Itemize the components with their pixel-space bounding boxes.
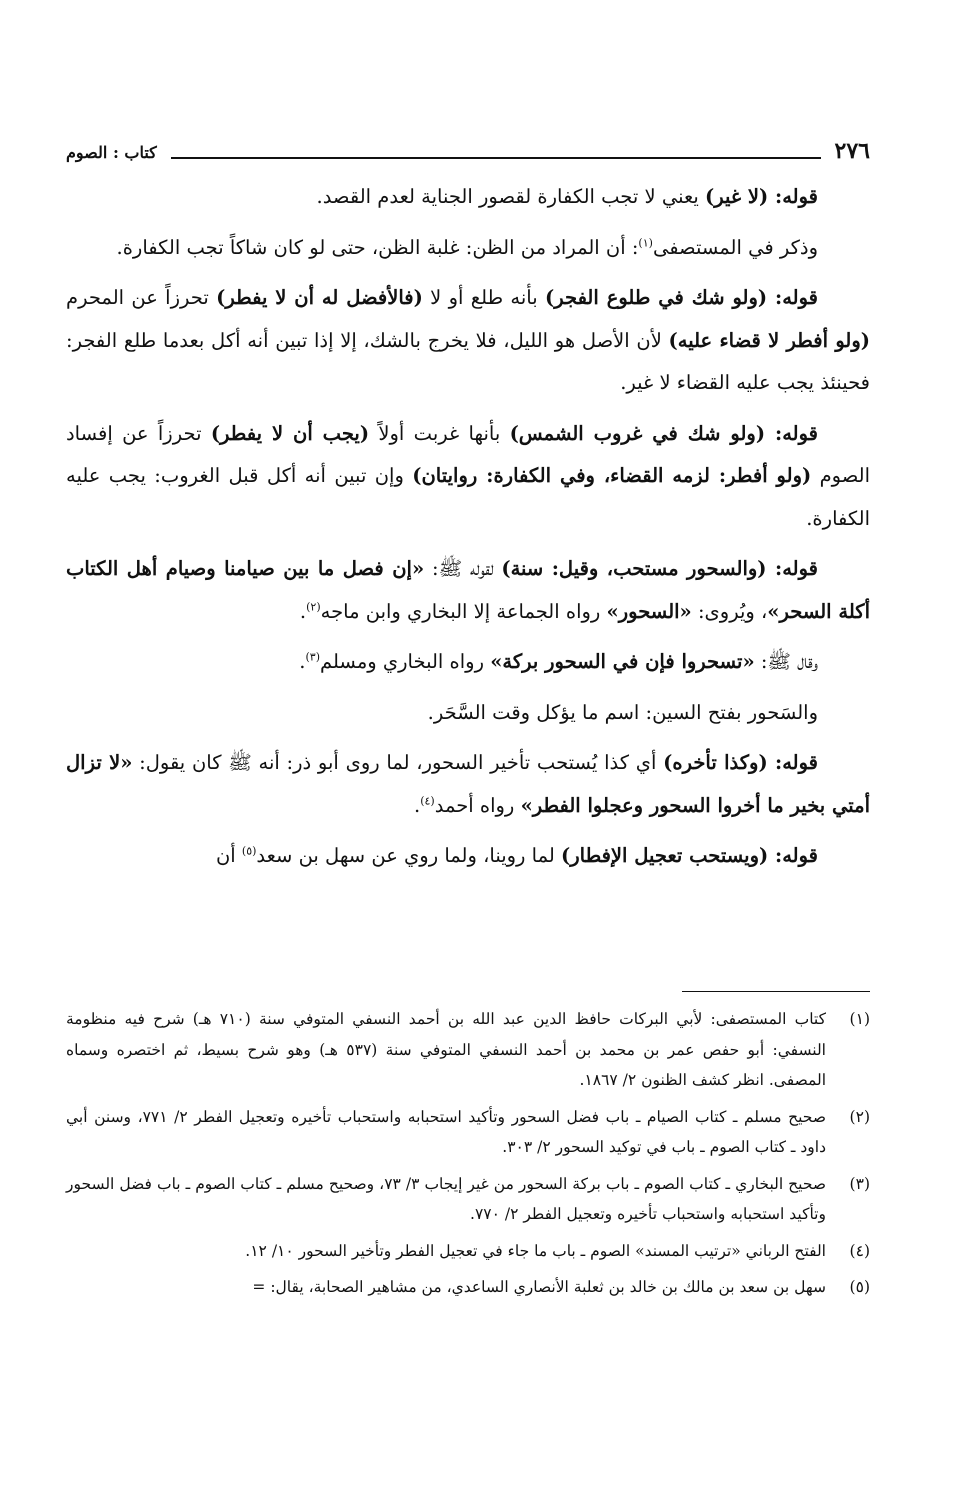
bold-text: (ولو أفطر: لزمه القضاء، وفي الكفارة: روايتان) xyxy=(412,464,812,487)
bold-text: (لا غير) xyxy=(705,185,769,208)
text-run: رواه أحمد xyxy=(434,793,521,817)
paragraph xyxy=(66,641,870,684)
text-run: . xyxy=(299,599,307,623)
bold-text: قوله: xyxy=(768,844,818,867)
bold-text: «تسحروا فإن في السحور بركة» xyxy=(490,650,755,673)
bold-text: قوله: xyxy=(768,185,818,208)
text-run: بأنه طلع أو لا xyxy=(422,286,545,309)
paragraph xyxy=(66,548,870,633)
paragraph xyxy=(66,413,870,541)
footnote-text: الفتح الرباني «ترتيب المسند» الصوم ـ باب ما جاء في تعجيل الفطر وتأخير السحور ١٠/ ١٢. xyxy=(245,1241,826,1260)
paragraph xyxy=(66,835,870,878)
paragraph xyxy=(66,277,870,405)
text-run: وقال ﷺ: xyxy=(754,650,818,673)
footnote xyxy=(66,1236,870,1267)
text-run: ، ويُروى: xyxy=(691,599,768,623)
footnote-text: كتاب المستصفى: لأبي البركات حافظ الدين عبد الله بن أحمد النسفي المتوفي سنة (٧١٠ هـ) شرح فيه منظومة النسفي: أبو حفص عمر بن محمد بن أحمد النسفي المتوفي سنة (٥٣٧ هـ) وهو شرح بسيط، ثم اختصره وسماه المصفى. انظر كشف الظنون ٢/ ١٨٦٧. xyxy=(66,1010,826,1089)
bold-text: (والسحور مستحب، وقيل: سنة) xyxy=(501,557,767,580)
footnote xyxy=(66,1004,870,1096)
text-run: لأن الأصل هو الليل، فلا يخرج بالشك، إلا إذا تبين أنه أكل بعدما طلع الفجر: فحينئذ يجب عليه القضاء لا غير. xyxy=(66,328,870,394)
paragraph xyxy=(66,742,870,827)
text-run: رواه الجماعة إلا البخاري وابن ماجه xyxy=(320,599,607,623)
footnote-reference: (٤) xyxy=(420,794,435,807)
footnote xyxy=(66,1169,870,1230)
bold-text: (ولو أفطر لا قضاء عليه) xyxy=(668,328,870,352)
text-run: رواه البخاري ومسلم xyxy=(319,650,491,673)
bold-text: «إن فصل ما بين صيامنا وصيام أهل الكتاب أكلة السحر» xyxy=(66,557,870,623)
running-title: كتاب : الصوم xyxy=(66,143,157,162)
footnote-separator xyxy=(682,991,870,992)
bold-text: (ويستحب تعجيل الإفطار) xyxy=(561,844,769,867)
text-run: لما روينا، ولما روي عن سهل بن سعد xyxy=(256,844,562,867)
text-run: تحرزاً عن المحرم xyxy=(66,286,217,309)
text-run: وإن تبين أنه أكل قبل الغروب: يجب عليه الكفارة. xyxy=(66,464,870,530)
bold-text: (فالأفضل له أن لا يفطر) xyxy=(216,286,423,309)
bold-text: (ولو شك في طلوع الفجر) xyxy=(545,286,768,309)
footnote-number: (٣) xyxy=(849,1174,870,1193)
footnote-reference: (٣) xyxy=(305,650,320,664)
footnote xyxy=(66,1102,870,1163)
footnote-number: (١) xyxy=(849,1010,870,1028)
bold-text: قوله: xyxy=(766,557,818,580)
footnote-number: (٢) xyxy=(849,1107,870,1126)
footnote-text: سهل بن سعد بن مالك بن خالد بن ثعلبة الأنصاري الساعدي، من مشاهير الصحابة، يقال: = xyxy=(252,1278,826,1296)
text-run: تحرزاً عن إفساد الصوم xyxy=(66,421,870,487)
paragraph xyxy=(66,692,870,735)
bold-text: (وكذا تأخره) xyxy=(663,751,768,774)
bold-text: قوله: xyxy=(765,421,818,445)
bold-text: (ولو شك في غروب الشمس) xyxy=(509,421,766,445)
footnote xyxy=(66,1272,870,1303)
text-run: : أن المراد من الظن: غلبة الظن، حتى لو كان شاكاً تجب الكفارة. xyxy=(116,235,639,259)
header-rule xyxy=(171,157,821,159)
paragraph xyxy=(66,227,870,270)
text-run: والسَحور بفتح السين: اسم ما يؤكل وقت السَّحَر. xyxy=(427,700,818,724)
text-run: بأنها غربت أولاً xyxy=(369,421,510,445)
text-run: . xyxy=(413,793,421,817)
text-run: يعني لا تجب الكفارة لقصور الجناية لعدم القصد. xyxy=(316,185,705,208)
text-run: . xyxy=(299,650,306,673)
bold-text: «لا تزال أمتي بخير ما أخروا السحور وعجلوا الفطر» xyxy=(66,751,870,817)
text-run: لقوله ﷺ: xyxy=(424,557,502,580)
text-run: وذكر في المستصفى xyxy=(652,235,818,259)
text-run: أي كذا يُستحب تأخير السحور، لما روى أبو ذر: أنه ﷺ كان يقول: xyxy=(132,751,664,774)
footnote-number: (٥) xyxy=(849,1278,870,1296)
footnote-text: صحيح البخاري ـ كتاب الصوم ـ باب بركة السحور من غير إيجاب ٣/ ٧٣، وصحيح مسلم ـ كتاب الصوم ـ باب فضل السحور وتأكيد استحبابه واستحباب تأخيره وتعجيل الفطر ٢/ ٧٧٠. xyxy=(66,1174,827,1223)
footnote-reference: (٢) xyxy=(306,600,321,613)
footnote-reference: (٥) xyxy=(241,844,257,858)
bold-text: قوله: xyxy=(767,751,818,774)
footnote-number: (٤) xyxy=(849,1241,870,1260)
bold-text: قوله: xyxy=(767,286,819,309)
footnotes xyxy=(66,1004,870,1309)
main-text xyxy=(66,176,870,878)
bold-text: (يجب أن لا يفطر) xyxy=(210,421,370,445)
paragraph xyxy=(66,176,870,219)
footnote-reference: (١) xyxy=(638,236,653,249)
footnote-text: صحيح مسلم ـ كتاب الصيام ـ باب فضل السحور وتأكيد استحبابه واستحباب تأخيره وتعجيل الفطر ٢/ ٧٧١، وسنن أبي داود ـ كتاب الصوم ـ باب في توكيد السحور ٢/ ٣٠٣. xyxy=(66,1107,826,1156)
page-header xyxy=(66,128,870,162)
page-number: ٢٧٦ xyxy=(834,138,870,164)
bold-text: «السحور» xyxy=(606,599,692,623)
text-run: أن xyxy=(215,844,242,867)
